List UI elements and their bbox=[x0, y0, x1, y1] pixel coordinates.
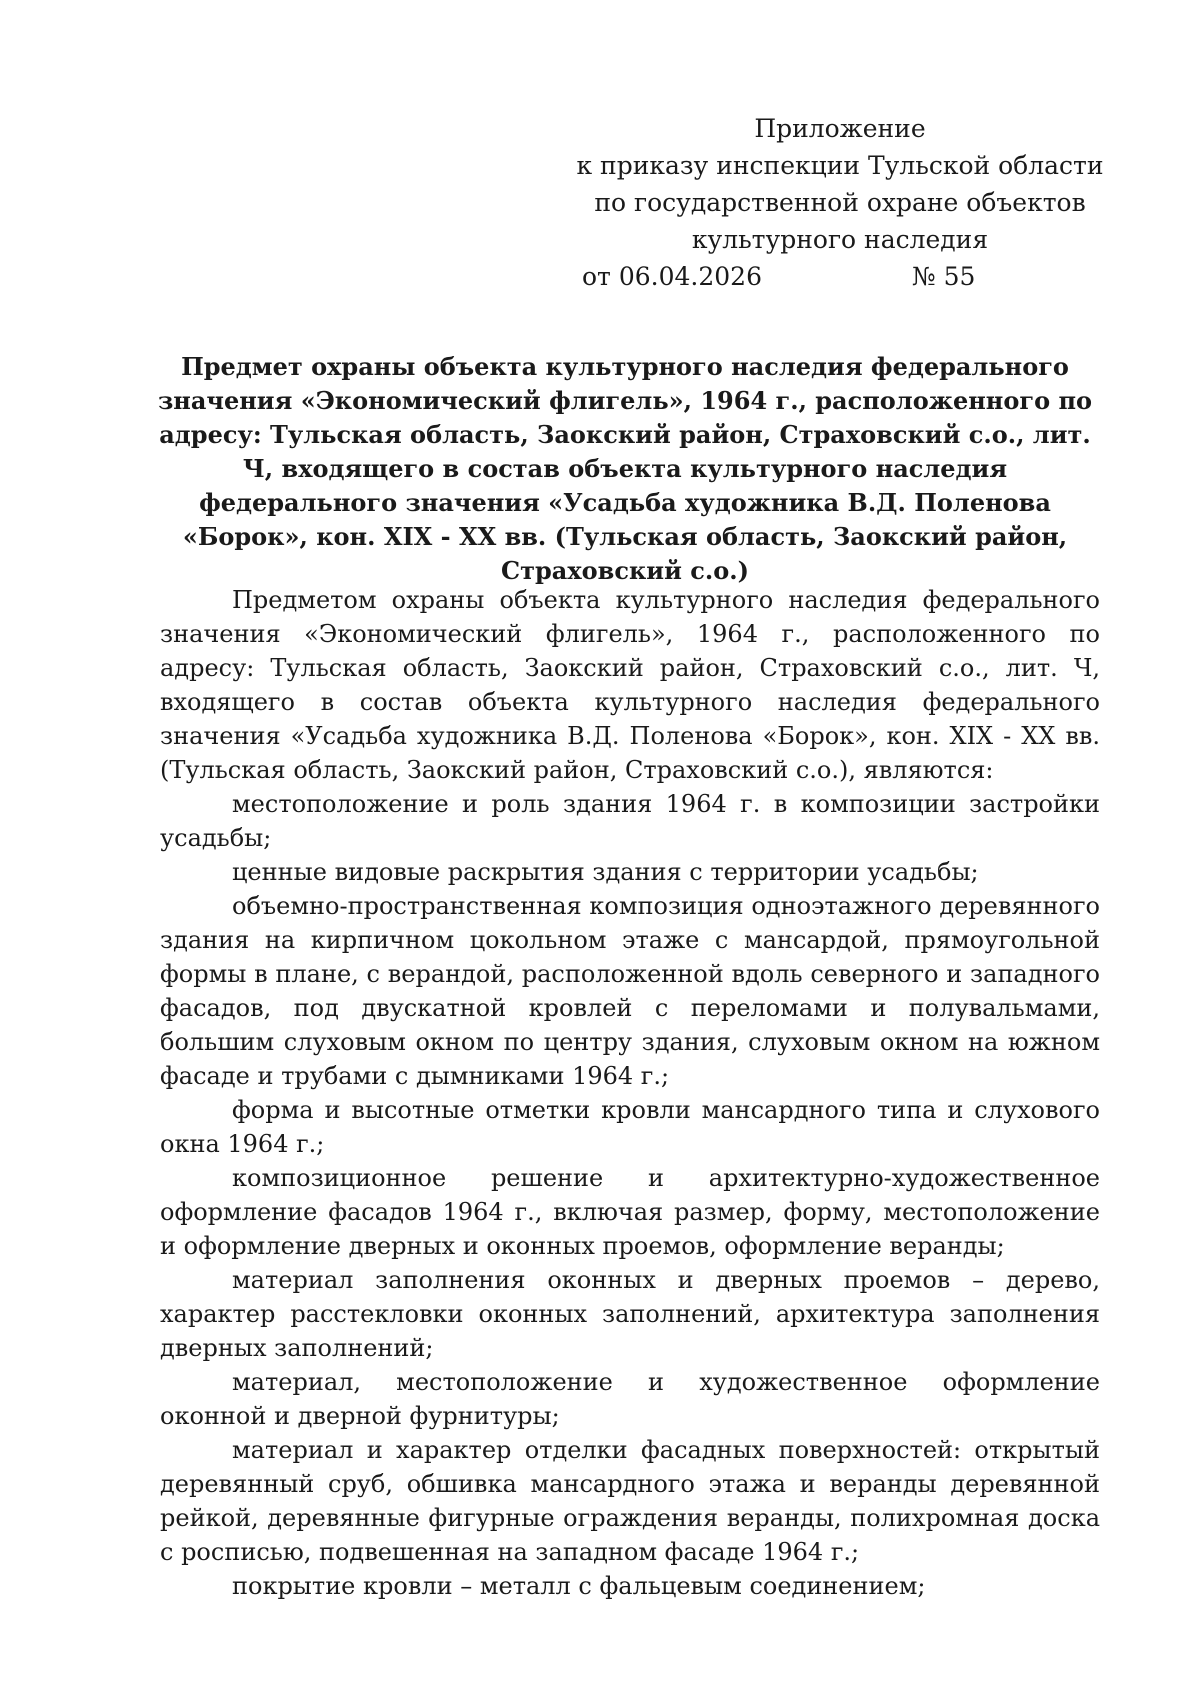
paragraph-intro: Предметом охраны объекта культурного наследия федерального значения «Экономический флигель», 1964 г., расположенного по адресу: Тульская область, Заокский район, Страховский с.о., лит. Ч, входящего в состав объекта культурного наследия федерального значения «Усадьба художника В.Д. Поленова «Борок», кон. XIX - XX вв. (Тульская область, Заокский район, Страховский с.о.), являются: bbox=[160, 586, 1100, 784]
order-date: от 06.04.2026 bbox=[582, 262, 762, 291]
order-number: № 55 bbox=[912, 262, 976, 291]
paragraph-item: ценные видовые раскрытия здания с территории усадьбы; bbox=[232, 858, 979, 886]
paragraph-item: материал заполнения оконных и дверных проемов – дерево, характер расстекловки оконных заполнений, архитектура заполнения дверных заполнений; bbox=[160, 1266, 1100, 1362]
paragraph-item: местоположение и роль здания 1964 г. в композиции застройки усадьбы; bbox=[160, 790, 1100, 852]
paragraph-item: покрытие кровли – металл с фальцевым соединением; bbox=[232, 1572, 926, 1600]
order-date-number bbox=[560, 258, 1120, 295]
paragraph-item: материал, местоположение и художественное оформление оконной и дверной фурнитуры; bbox=[160, 1368, 1100, 1430]
annex-title: Приложение bbox=[754, 114, 926, 143]
paragraph-item: объемно-пространственная композиция одноэтажного деревянного здания на кирпичном цокольном этаже с мансардой, прямоугольной формы в плане, с верандой, расположенной вдоль северного и западного фасадов, под двускатной кровлей с переломами и полувальмами, большим слуховым окном по центру здания, слуховым окном на южном фасаде и трубами с дымниками 1964 г.; bbox=[160, 892, 1100, 1090]
document-body bbox=[160, 583, 1100, 1603]
paragraph-item: форма и высотные отметки кровли мансардного типа и слухового окна 1964 г.; bbox=[160, 1096, 1100, 1158]
paragraph-item: материал и характер отделки фасадных поверхностей: открытый деревянный сруб, обшивка мансардного этажа и веранды деревянной рейкой, деревянные фигурные ограждения веранды, полихромная доска с росписью, подвешенная на западном фасаде 1964 г.; bbox=[160, 1436, 1100, 1566]
annex-order-ref: к приказу инспекции Тульской области bbox=[576, 151, 1104, 180]
annex-header bbox=[560, 110, 1120, 295]
annex-heritage: культурного наследия bbox=[691, 225, 989, 254]
paragraph-item: композиционное решение и архитектурно-художественное оформление фасадов 1964 г., включая размер, форму, местоположение и оформление дверных и оконных проемов, оформление веранды; bbox=[160, 1164, 1100, 1260]
document-title: Предмет охраны объекта культурного наследия федерального значения «Экономический флигель», 1964 г., расположенного по адресу: Тульская область, Заокский район, Страховский с.о., лит. Ч, входящего в состав объекта культурного наследия федерального значения «Усадьба художника В.Д. Поленова «Борок», кон. XIX - XX вв. (Тульская область, Заокский район, Страховский с.о.) bbox=[157, 352, 1093, 585]
annex-authority: по государственной охране объектов bbox=[594, 188, 1086, 217]
